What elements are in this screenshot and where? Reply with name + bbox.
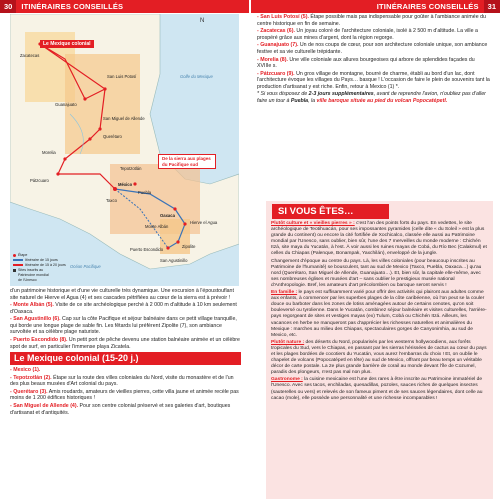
label-sanagustin: San Agustinillo [160, 258, 188, 263]
right-page-header [251, 0, 500, 13]
label-sanmiguel: San Miguel de Allende [103, 116, 145, 121]
right-note-puebla: * Si vous disposez de 2-3 jours supplémentaires, avant de reprendre l'avion, n'oubliez pas d'aller faire un tour à Puebla, la ville baroque située au pied du volcan Popocatépetl. [257, 91, 486, 104]
label-tepotzotlan: Tepotzotlán [120, 166, 142, 171]
box-gastronome: Gastronome : la cuisine mexicaine est l'une des rares à être inscrite au Patrimoine immatériel de l'Unesco. Avec ses tacos, enchiladas, quesadillas, pozoles, sauces riches de quelques insectes (sauterelles ou vers) et relevés de son fameux piment et de ses sauces légendaires, dont celle au cacao (mole), elle possède une personnalité et une richesse incomparables ! [271, 377, 483, 401]
legend-unesco-2: Patrimoine mondial [18, 273, 49, 277]
label-gulf: Golfe du Mexique [180, 74, 213, 79]
left-page-number: 30 [0, 0, 16, 13]
label-patzcuaro: Pátzcuaro [30, 178, 49, 183]
box-nature: Plutôt nature : des déserts du Nord, popularisés par les westerns hollywoodiens, aux forêts tropicales du Sud, vers le Chiapas, en passant par les sierras hérissées de cactus au cœur du pays et les plages bordées de cocotiers du Yucatán, vous aurez l'embarras du choix ! Et, on oublie le chapelet de volcans (Popocatépetl en tête) au sud de Mexico, offrant par beau temps un véritable décor de carte postale. La 2e plus grande barrière de corail au monde devant l'île de Cozumel, paradis des plongeurs, n'est pas mal non plus. [271, 339, 487, 376]
map-legend [13, 253, 73, 283]
label-zipolite: Zipolite [182, 244, 196, 249]
label-morelia: Morelia [42, 150, 56, 155]
left-item-puertoescondido: - Puerto Escondido (8). Un petit port de pêche devenu une station balnéaire animée et un célèbre spot de surf, en particulier l'immense playa Zicatela. [10, 337, 240, 350]
box-culture: Plutôt culture et « vieilles pierres » : c'est l'an des points forts du pays. En vedettes, le site archéologique de Teotihuacán, pour ses impossantes pyramides (celle dite « du Soleil » est la plus grande du continent) ou encore la cité fortifiée de Xochicalco, classée elle aussi au Patrimoine mondial par l'Unesco, sans oublier, bien sûr, l'une des 7 merveilles du monde moderne : Chichén Itzá, site maya du Yucatán, à l'est. À voir aussi les ruines mayas de Cobá, du Río Bec (Calakmul) et celles du Chiapas (Palenque, Bonampak, Yaxchilán), enveloppé de la jungle. [271, 221, 487, 257]
legend-unesco-3: de l'Unesco [18, 278, 37, 282]
label-mexico: México [118, 182, 133, 187]
left-intro: d'un patrimoine historique et d'une vie culturelle très dynamique. Une excursion à l'époustouflant site naturel de Hierve el Agua (4) et ses cascades pétrifiées au cœur de la sierra est à prévoir ! [10, 288, 234, 301]
label-puertoesc: Puerto Escondido [130, 247, 164, 252]
right-item-patzcuaro: - Pátzcuaro (9). Un gros village de montagne, bourré de charme, établi au bord d'un lac, dont l'architecture évoque les villages du Pays… basque ! L'occasion de faire le plein de souvenirs tant la production d'artisanat y est riche. Enfin, retour à Mexico (1) *. [257, 70, 490, 90]
legend-15-20j: Itinéraire de 15 à 20 jours [25, 263, 66, 267]
left-item-sanmiguel: - San Miguel de Allende (4). Pour son centre colonial préservé et ses galeries d'art, boutiques d'artisanat et d'antiquités. [10, 403, 231, 416]
compass-north: N [200, 18, 205, 24]
legend-15j: Itinéraire de 15 jours [25, 258, 58, 262]
right-item-zacatecas: - Zacatecas (6). Un joyau coloré de l'architecture coloniale, isolé à 2 500 m d'altitude. La ville a prospéré grâce aux mines d'argent, dont la région regorge. [257, 28, 478, 41]
label-montealban: Monte Albán [145, 224, 169, 229]
map-title-sierra: De la sierra aux plages du Pacifique sud [158, 154, 216, 169]
label-queretaro: Querétaro [103, 134, 122, 139]
section-title-colonial: Le Mexique colonial (15-20 j.) [10, 352, 241, 365]
label-puebla: Puebla [138, 190, 152, 195]
left-page-header [0, 0, 249, 13]
label-oaxaca: Oaxaca [160, 213, 175, 218]
right-item-guanajuato: - Guanajuato (7). Un de nos coups de cœur, pour son architecture coloniale unique, son ambiance festive et sa vie culturelle trépidante. [257, 42, 488, 55]
legend-unesco-1: Sites inscrits au [18, 268, 44, 272]
left-item-mexico: - Mexico (1). [10, 367, 41, 374]
box-culture-2: Changement d'époque au centre du pays. Là, les villes coloniales (pour beaucoup inscrites au Patrimoine de l'humanité) se bousculent, tant au sud de Mexico (Taxco, Puebla, Oaxaca…) qu'au nord (Querétaro, San Miguel de Allende, Guanajuato…). Et, bien sûr, la capitale elle-même, avec ses nombreuses églises et musées d'art – sans oublier le prestigieux musée national d'Anthropologie. Bref, les amateurs d'art précolombien ou baroque seront servis ! [271, 258, 482, 288]
label-hierve: Hierve el Agua [190, 220, 218, 225]
left-item-tepotzotlan: - Tepotzotlán (2). Étape sur la route des villes coloniales du Nord, visite du monastère et de l'un des plus beaux musées d'Art colonial du pays. [10, 374, 234, 388]
box-title: SI VOUS ÊTES… [272, 204, 389, 219]
left-item-queretaro: - Querétaro (3). Amis roudards, amateurs de vieilles pierres, cette villa jaune et animée recèle pas moins de 1 200 édifices historiques ! [10, 388, 239, 402]
right-page-number: 31 [484, 0, 500, 13]
left-item-sanagustinillo: - San Agustinillo (6). Cap sur la côte Pacifique et séjour balnéaire dans ce petit village tranquille, qui borde une longue plage de sable fin. Les fêtards lui préfèrent Zipolite (7), son ambiance survoltée et sa célèbre plage naturiste. [10, 316, 237, 336]
left-column-text [10, 288, 241, 417]
box-famille: En famille : le pays est suffisamment varié pour offrir des activités qui plairont aux adultes comme aux enfants, à commencer par les superbes plages de la côte caribéenne, où l'on peut se la couler douce ou barboter dans les zones de lotiss aménagées autour de certains cenotes, qu'on soit bouleversé ou tyrolienne. Dans le Yucatán, combinez séjour balnéaire et visites culturelles, l'arrière-pays regorgeant de sites et vestiges mayas (ex) Tulum, Cobá ou Chichén Itzá. Ailleurs, les vacances en herbe ne manqueront pas d'apprécier les richesses naturelles et animalières du Mexique : marches au milieu des Chiapas, spectaculaires gorges de Canyonimhia, au sud de Mexico, etc. [271, 290, 487, 338]
right-item-sanluis: - San Luis Potosí (5). Étape possible mais pas indispensable pour goûter à l'ambiance animée du centre historique en fin de semaine. [257, 14, 486, 27]
left-item-montealban: - Monte Albán (5). Visite de ce site archéologique perché à 2 000 m d'altitude à 10 km seulement d'Oaxaca. [10, 302, 237, 315]
map-title-colonial: Le Mexique colonial [40, 40, 94, 48]
right-item-morelia: - Morelia (8). Une ville coloniale aux allures bourgeoises qui arbore de splendides façades du XVIIIe s. [257, 56, 475, 70]
legend-etape: Étape [18, 253, 28, 257]
left-header-title: ITINÉRAIRES CONSEILLÉS [21, 2, 124, 11]
box-text [266, 219, 493, 402]
right-column-text [257, 14, 490, 106]
page-gutter [249, 0, 251, 500]
label-taxco: Taxco [106, 198, 117, 203]
label-pacific: Océan Pacifique [70, 264, 101, 269]
label-zacatecas: Zacatecas [20, 53, 40, 58]
label-sanluis: San Luis Potosí [107, 74, 137, 79]
route-map [10, 14, 239, 286]
right-header-title: ITINÉRAIRES CONSEILLÉS [376, 2, 479, 11]
si-vous-etes-box [266, 201, 493, 499]
label-guanajuato: Guanajuato [55, 102, 77, 107]
